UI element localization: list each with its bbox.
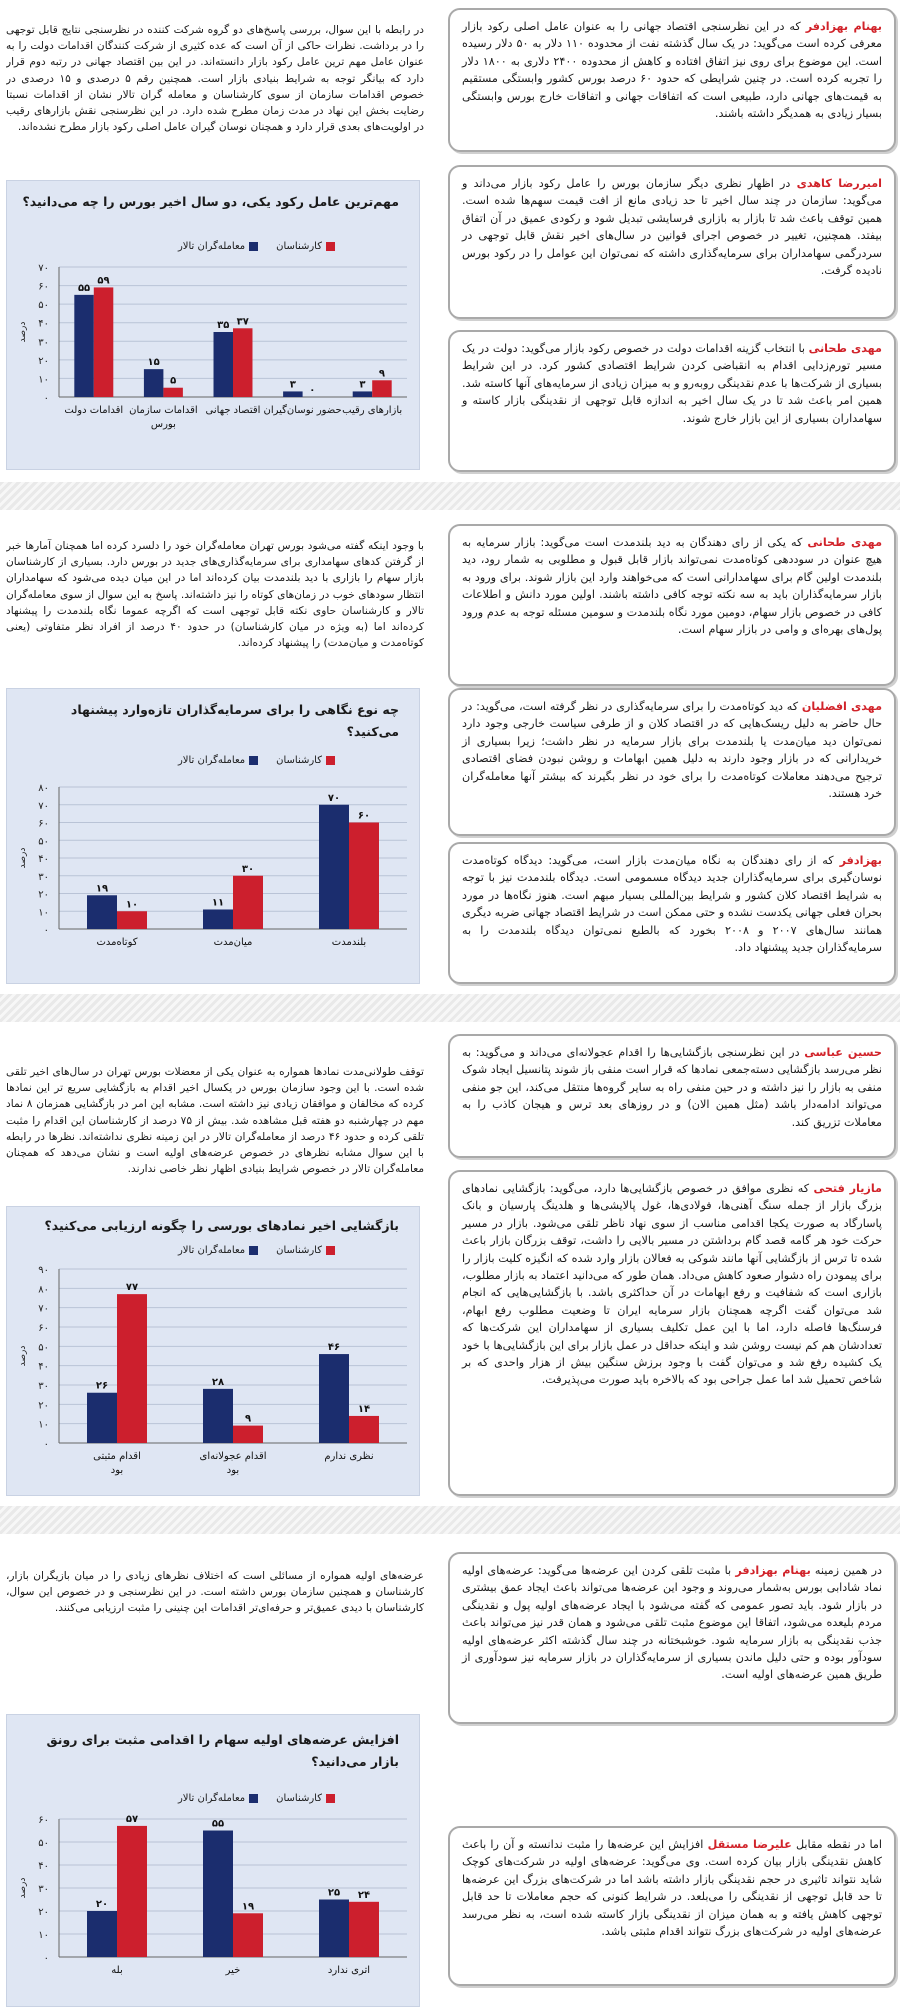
data-label: ۴۶: [327, 1342, 341, 1354]
quote-box-1: [448, 1552, 896, 1724]
data-label: ۲۵: [327, 1887, 341, 1899]
bar: [319, 1900, 349, 1958]
legend-label: کارشناسان: [276, 755, 322, 766]
quote-prefix: در همین زمینه: [810, 1564, 883, 1577]
y-tick-label: ۶۰: [38, 1323, 49, 1334]
chart-title: افزایش عرضه‌های اولیه سهام را اقدامی مثبت برای رونق بازار می‌دانید؟: [46, 1732, 399, 1769]
x-tick-label: نظری ندارم: [324, 1451, 374, 1462]
legend-label: معامله‌گران تالار: [177, 1245, 246, 1256]
y-tick-label: ۵۰: [38, 300, 49, 312]
data-label: ۱۹: [95, 883, 109, 895]
bar: [283, 391, 302, 397]
section-intro: با وجود اینکه گفته می‌شود بورس تهران معامله‌گران خود را دلسرد کرده اما همچنان آمارها خبر از گرفتن کدهای سهامداری برای سرمایه‌گذاری‌های جدید در بورس دارد. بسیاری از کارشناسان بازار سهام را بازاری با دید بلندمدت بیان کرده‌اند اما در این میان دیده می‌شود که سهامداران انتظار سودهای خوب در زمان‌های کوتاه را نیز داشته‌اند. پاسخ به این سوال از سوی معامله‌گران تالار و کارشناسان حاوی نکته قابل توجهی است که اگرچه عموما نگاه بلندمدت را پیشنهاد کرده‌اند اما (به ویژه در میان کارشناسان) در حدود ۴۰ درصد از افراد نظر متفاوتی (یعنی کوتاه‌مدت و میان‌مدت) را پیشنهاد کرده‌اند.: [6, 540, 424, 650]
bar: [353, 391, 372, 397]
bar: [117, 911, 147, 929]
y-tick-label: ۰: [43, 925, 49, 936]
y-tick-label: ۲۰: [38, 1907, 49, 1918]
data-label: ۹: [378, 368, 385, 380]
y-tick-label: ۵۰: [38, 836, 49, 848]
section-divider: [0, 482, 900, 510]
data-label: ۱۰: [125, 899, 139, 911]
legend-swatch: [326, 1246, 335, 1255]
bar: [372, 380, 391, 397]
bar: [233, 328, 252, 397]
x-tick-label: بود: [110, 1465, 124, 1476]
data-label: ۲۶: [95, 1380, 109, 1392]
quote-box-1: [448, 8, 896, 152]
y-tick-label: ۳۰: [38, 1884, 49, 1895]
data-label: ۲۴: [357, 1889, 371, 1901]
y-tick-label: ۳۰: [38, 1381, 49, 1392]
y-tick-label: ۱۰: [38, 907, 49, 919]
quote-box-2: [448, 165, 896, 319]
legend-item-traders: [178, 1245, 258, 1256]
data-label: ۵۵: [211, 1818, 225, 1830]
bar: [144, 369, 163, 397]
y-tick-label: ۲۰: [38, 1400, 49, 1412]
quote-text: افزایش این عرضه‌ها را مثبت ندانسته و آن را باعث کاهش نقدینگی بازار بیان کرده است. وی می‌گوید: عرضه‌های اولیه در شرکت‌های کوچک شاید نتواند تاثیری در حجم نقدینگی بازار داشته باشد اما در شرکت‌های بزرگ این عرضه‌ها تا حد قابل توجهی از نقدینگی را می‌بلعد. در شرایط کنونی که حجم معاملات تا حد قابل توجهی کاهش یافته و به همان میزان از نقدینگی بازار کاسته شده است، به نظر می‌رسد عرضه‌های اولیه در شرکت‌های بزرگ نتواند اقدام مثبتی باشد.: [462, 1838, 882, 1939]
data-label: ۱۴: [357, 1403, 371, 1415]
legend-item-experts: [276, 1245, 335, 1256]
bar: [233, 876, 263, 929]
quote-name: مهدی طحانی: [808, 342, 882, 355]
data-label: ۵۷: [125, 1813, 139, 1825]
y-tick-label: ۶۰: [38, 818, 49, 830]
section-1: [0, 0, 900, 480]
bar: [94, 287, 113, 397]
y-tick-label: ۲۰: [38, 355, 49, 367]
quote-text: که نظری موافق در خصوص بازگشایی‌ها دارد، می‌گوید: بازگشایی نمادهای بزرگ بازار از جمله سنگ آهنی‌ها، فولادی‌ها، غول پالایشی‌ها و هلدینگ پارسیان و بانک پاسارگاد به صورت یکجا اقدامی مناسب از سوی نهاد ناظر تلقی می‌شود. بازار در مسیر حرکت خود هر گامه قصد گام برداشتن در مسیر بالایی را داشت، توقف بزرگان بازار باعث شده تا ترس از بازگشایی آنها مانند شوکی به فعالان بازار وارد شده که انگیزه کلیت بازار را برای پیمودن راه دشوار صعود کاهش می‌داد. همان طور که می‌دانید اعتماد به بازار مطلوب، بازاری است که شفافیت و رفع ابهامات در آن حداکثری باشد. با بازگشایی‌هایی که انجام شد می‌توان گفت اگرچه همچنان بازار سرمایه ایران تا وضعیت مطلوب رفع ابهام، فرسنگ‌ها فاصله دارد، اما با این عمل تکلیف بسیاری از سهامداران این شرکت‌ها که تعدادشان هم کم نیست روشن شد و اینکه حداقل در عمل بازار برای این بازگشایی‌ها با خود یک کشیده رفع شد و می‌توان گفت با وجود برزش سنگین بیش از هزار واحدی که بر شاخص تحمیل شد اما عمل جراحی بود که بالاخره باید صورت می‌پذیرفت.: [462, 1182, 882, 1387]
section-2: [0, 512, 900, 992]
y-tick-label: ۰: [43, 393, 49, 404]
data-label: ۳: [359, 379, 366, 391]
y-tick-label: ۰: [43, 1953, 49, 1964]
y-tick-label: ۸۰: [38, 783, 49, 794]
y-tick-label: ۵۰: [38, 1838, 49, 1849]
legend-swatch: [249, 1794, 258, 1803]
quote-name: مهدی طحانی: [807, 536, 882, 549]
x-tick-label: اقتصاد جهانی: [205, 405, 261, 416]
x-tick-label: اقدامات سازمان: [129, 405, 198, 416]
y-tick-label: ۶۰: [38, 281, 49, 293]
data-label: ۳: [289, 379, 296, 391]
legend-item-traders: [178, 755, 258, 766]
y-tick-label: ۴۰: [38, 1361, 49, 1373]
bar: [203, 1389, 233, 1443]
y-tick-label: ۹۰: [38, 1265, 49, 1276]
data-label: ۷۰: [327, 792, 341, 804]
quote-name: حسین عباسی: [804, 1046, 882, 1059]
chart-plot: [7, 181, 421, 471]
legend-label: معامله‌گران تالار: [177, 755, 246, 766]
chart-panel: [6, 180, 420, 470]
legend-item-experts: [276, 1793, 335, 1804]
quote-text: با انتخاب گزینه اقدامات دولت در خصوص رکود بازار می‌گوید: دولت در یک مسیر تورم‌زدایی اقدام به انقباضی کردن شرایط اقتصادی کشور کرد. در این شرایط بسیاری از شرکت‌ها با عدم نقدینگی روبه‌رو و به میزان زیادی از سرمایه‌های آنها کاسته شد. همین امر باعث شد تا در یک سال اخیر به اندازه قابل توجهی از نقدینگی بازار کاسته و سهامداران بسیاری از این بازار خارج شوند.: [462, 342, 882, 425]
data-label: ۱۵: [147, 357, 160, 369]
data-label: ۲۰: [95, 1899, 109, 1910]
x-tick-label: بله: [111, 1965, 123, 1976]
data-label: ۶۰: [357, 810, 371, 822]
x-tick-label: اقدام مثبتی: [93, 1451, 141, 1462]
data-label: ۳۷: [236, 316, 249, 328]
x-tick-label: بازارهای رقیب: [342, 405, 403, 416]
data-label: ۱۹: [241, 1901, 255, 1913]
legend-swatch: [326, 1794, 335, 1803]
data-label: ۹: [244, 1413, 252, 1425]
quote-text: که دید کوتاه‌مدت را برای سرمایه‌گذاری در نظر گرفته است، می‌گوید: در حال حاضر به دلیل ریسک‌هایی که در اقتصاد کلان و از طرفی سیاست خارجی وجود دارد نمی‌توان دید میان‌مدت یا بلندمدت برای بازار سرمایه در نظر داشت؛ زیرا بسیاری از خریدارانی که در بازار وجود دارند به دلیل همین ابهامات و روشن نبودن فضای اقتصادی ترجیح می‌دهند معاملات کوتاه‌مدت را برای خود در نظر بگیرند که بیشتر آنها معامله‌گران خرد هستند.: [462, 700, 882, 801]
quote-prefix: اما در نقطه مقابل: [791, 1838, 882, 1851]
y-axis-label: درصد: [18, 1345, 28, 1367]
legend-swatch: [326, 242, 335, 251]
bar: [87, 1393, 117, 1443]
bar: [233, 1913, 263, 1957]
y-tick-label: ۰: [43, 1439, 49, 1450]
y-tick-label: ۳۰: [38, 337, 49, 349]
legend-swatch: [249, 1246, 258, 1255]
y-tick-label: ۵۰: [38, 1342, 49, 1354]
quote-name: بهنام بهزادفر: [805, 20, 882, 33]
legend-label: کارشناسان: [276, 241, 322, 252]
x-tick-label: بلندمدت: [331, 937, 367, 948]
data-label: ۳۵: [217, 320, 230, 331]
y-tick-label: ۶۰: [38, 1815, 49, 1826]
section-4: [0, 1536, 900, 2015]
chart-panel: [6, 1714, 420, 2007]
data-label: ۷۷: [125, 1282, 139, 1294]
y-axis-label: درصد: [18, 321, 28, 343]
y-tick-label: ۳۰: [38, 871, 49, 883]
y-tick-label: ۱۰: [38, 1419, 49, 1431]
x-tick-label: بود: [226, 1465, 240, 1476]
quote-name: بهنام بهزادفر: [735, 1564, 811, 1577]
chart-legend: [178, 1793, 335, 1804]
y-tick-label: ۲۰: [38, 889, 49, 901]
x-tick-label: بورس: [150, 419, 176, 430]
legend-label: کارشناسان: [276, 1245, 322, 1256]
data-label: ۵: [170, 375, 177, 387]
y-tick-label: ۷۰: [38, 1303, 49, 1315]
quote-text: در اظهار نظری دیگر سازمان بورس را عامل رکود بازار می‌داند و می‌گوید: سازمان در چند سال اخیر تا حد زیادی مانع از افت قیمت سهم‌ها شده است. همین توقف باعث شد تا بازار به بازاری فرسایشی تبدیل شود و رکودی عمیق در آن اتفاق بیفتد. همچنین، تغییر در خصوص اجرای قوانین در سال‌های اخیر نقش قابل توجهی در سردرگمی سهامداران برای سرمایه‌گذاری داشته که نمی‌توان این عوامل را در رکود بورس نادیده گرفت.: [462, 177, 882, 278]
quote-name: امیررضا کاهدی: [796, 177, 882, 190]
section-intro: در رابطه با این سوال، بررسی پاسخ‌های دو گروه شرکت کننده در نظرسنجی نتایج قابل توجهی را در برداشت. نظرات حاکی از آن است که عده کثیری از شرکت کنندگان اقدامات دولت را به عنوان عامل مهم ترین عامل رکود بازار دانسته‌اند. در این بین اقتصاد جهانی در رتبه دوم قرار دارد که بیانگر توجه به شرایط بنیادی بازار است. همچنین رقم ۵ درصدی و ۱۵ درصدی در خصوص اقدامات سازمان از سوی کارشناسان و معامله گران تالار نشان از اقدامات نسبتا رضایت بخش این نهاد در مدت زمان مطرح شده دارد. در این نظرسنجی نقش بازارهای رقیب در اولویت‌های بعدی قرار دارد و همچنان نوسان گیران عامل اصلی رکود بازار مطرح نشده‌اند.: [6, 24, 424, 134]
bar: [319, 1354, 349, 1443]
legend-item-traders: [178, 241, 258, 252]
chart-title: مهم‌ترین عامل رکود یکی، دو سال اخیر بورس را چه می‌دانید؟: [22, 194, 399, 209]
x-tick-label: اقدامات دولت: [64, 405, 124, 416]
quote-box-3: [448, 842, 896, 984]
quote-name: بهزادفر: [839, 854, 882, 867]
x-tick-label: میان‌مدت: [213, 937, 253, 948]
quote-box-2: [448, 1826, 896, 1986]
y-tick-label: ۴۰: [38, 1861, 49, 1872]
bar: [203, 909, 233, 929]
quote-box-1: [448, 1034, 896, 1158]
data-label: ۳۰: [241, 863, 255, 875]
bar: [117, 1294, 147, 1443]
legend-item-traders: [178, 1793, 258, 1804]
bar: [349, 1902, 379, 1957]
y-tick-label: ۱۰: [38, 1930, 49, 1941]
y-tick-label: ۷۰: [38, 263, 49, 274]
bar: [233, 1426, 263, 1443]
x-tick-label: کوتاه‌مدت: [96, 937, 138, 948]
chart-title: بازگشایی اخیر نمادهای بورسی را چگونه ارزیابی می‌کنید؟: [44, 1218, 399, 1233]
chart-panel: [6, 1206, 420, 1496]
legend-swatch: [326, 756, 335, 765]
quote-text: در این نظرسنجی بازگشایی‌ها را اقدام عجولانه‌ای می‌داند و می‌گوید: به نظر می‌رسد بازگشایی دسته‌جمعی نمادها که قرار است منفی باز شوند پتانسیل ایجاد شوک منفی به بازار را نیز داشته و در حین منفی راه به سایر گروه‌ها منتقل می‌کند، این جو منفی می‌تواند ادامه‌دار باشد (مثل همین الان) و در روزهای بعد ترس و هیجان کاذب را به معاملات تزریق کند.: [462, 1046, 882, 1129]
bar: [349, 823, 379, 930]
y-tick-label: ۷۰: [38, 800, 49, 812]
legend-label: کارشناسان: [276, 1793, 322, 1804]
y-axis-label: درصد: [18, 1877, 28, 1899]
data-label: ۵۵: [77, 282, 91, 294]
data-label: ۵۹: [97, 275, 110, 287]
bar: [74, 295, 93, 397]
x-tick-label: اقدام عجولانه‌ای: [199, 1451, 267, 1462]
bar: [319, 805, 349, 929]
bar: [214, 332, 233, 397]
quote-name: علیرضا مستقل: [707, 1838, 792, 1851]
x-tick-label: خیر: [225, 1965, 241, 1976]
legend-label: معامله‌گران تالار: [177, 1793, 246, 1804]
data-label: ۲۸: [211, 1376, 225, 1388]
chart-panel: [6, 688, 420, 984]
section-intro: عرضه‌های اولیه همواره از مسائلی است که اختلاف نظرهای زیادی را در میان بازیگران بازار، کارشناسان و همچنین سازمان بورس داشته است. در این نظرسنجی و در خصوص این سوال، کارشناسان با دیدی عمیق‌تر و حرفه‌ای‌تر اقدامات این چنینی را مثبت ارزیابی می‌کنند.: [6, 1570, 424, 1615]
legend-swatch: [249, 242, 258, 251]
x-tick-label: اتری ندارد: [327, 1965, 371, 1976]
y-tick-label: ۴۰: [38, 318, 49, 330]
quote-box-2: [448, 688, 896, 836]
bar: [163, 388, 182, 397]
bar: [349, 1416, 379, 1443]
chart-legend: [178, 755, 335, 766]
legend-item-experts: [276, 755, 335, 766]
bar: [203, 1831, 233, 1958]
bar: [87, 895, 117, 929]
quote-box-2: [448, 1170, 896, 1496]
legend-swatch: [249, 756, 258, 765]
quote-name: مهدی افضلیان: [801, 700, 882, 713]
y-tick-label: ۴۰: [38, 854, 49, 865]
chart-title: چه نوع نگاهی را برای سرمایه‌گذاران تازه‌وارد پیشنهاد می‌کنید؟: [70, 702, 399, 739]
data-label: ۱۱: [211, 897, 225, 909]
quote-text: که در این نظرسنجی اقتصاد جهانی را به عنوان عامل اصلی رکود بازار معرفی کرده است می‌گوید: در یک سال گذشته نفت از محدوده ۱۱۰ دلار به ۵۰ دلار رسیده است. این موضوع برای روی نیز اتفاق افتاده و کاهش از محدوده ۲۴۰۰ دلاری به ۱۸۰۰ دلار را تجربه کرده است. در چنین شرایطی که حدود ۶۰ درصد بورس کشور وابستگی مستقیم به قیمت‌های جهانی دارد، طبیعی است که اتفاقات جهانی و اتفاقات خارج بورس وابستگی بسیار زیادی به همدیگر داشته باشند.: [462, 20, 883, 121]
section-divider: [0, 1506, 900, 1534]
quote-box-3: [448, 330, 896, 472]
quote-box-1: [448, 524, 896, 686]
chart-legend: [178, 241, 335, 252]
bar: [87, 1911, 117, 1957]
chart-legend: [178, 1245, 335, 1256]
y-tick-label: ۱۰: [38, 374, 49, 386]
data-label: ۰: [309, 385, 316, 396]
quote-text: که یکی از رای دهندگان به دید بلندمدت است می‌گوید: بازار سرمایه به هیچ عنوان در سوددهی کوتاه‌مدت نمی‌تواند بازار قابل قبول و مطلوبی به شمار رود، دید بلندمدت اولین گام برای سهامدارانی است که می‌خواهند وارد این بازار شوند. برای ورود به بازار سرمایه‌گذاران باید به سه نکته توجه کافی داشته باشند. اولین مورد دانش و اطلاعات کافی در خصوص بازار سهام، دومین مورد نگاه بلندمدت و سومین مسئله توجه به عدم ورود پول‌های بهره‌ای و وامی در بازار سهام است.: [462, 536, 882, 637]
bar: [117, 1826, 147, 1957]
legend-label: معامله‌گران تالار: [177, 241, 246, 252]
section-3: [0, 1024, 900, 1504]
section-divider: [0, 994, 900, 1022]
section-intro: توقف طولانی‌مدت نمادها همواره به عنوان یکی از معضلات بورس تهران در سال‌های اخیر تلقی شده است. با این وجود سازمان بورس در یکسال اخیر اقدام به بازگشایی سریع تر این نمادها کرده که مخالفان و موافقان زیادی نیز داشته است. مشابه این امر در بازگشایی همزمان ۸ نماد مهم در چهارشنبه دو هفته قبل مشاهده شد. بیش از ۷۵ درصد از کارشناسان این اقدام را مثبت تلقی کرده و حدود ۴۶ درصد از معامله‌گران تالار در این زمینه نظری نداشته‌اند. نظرها در رابطه با این سوال مشابه نظرهای در خصوص عرضه‌های اولیه است و نشان می‌دهد که همچنان معامله‌گران تالار در خصوص شرایط بنیادی اظهار نظر خاصی ندارند.: [6, 1066, 424, 1176]
legend-item-experts: [276, 241, 335, 252]
quote-text: که از رای دهندگان به نگاه میان‌مدت بازار است، می‌گوید: دیدگاه کوتاه‌مدت نوسان‌گیری برای سرمایه‌گذاران جدید دیدگاه مسمومی است. دیدگاه بلندمدت نیز با توجه به شرایط اقتصاد کلان کشور و شرایط بین‌المللی بسیار مبهم است. هنوز نگاه‌ها در مورد بحران فعلی جهانی یکدست نشده و حتی ممکن است در شرایط اقتصاد جهانی ضربه دیگری همانند سال‌های ۲۰۰۷ و ۲۰۰۸ بخورد که بالطبع نمی‌توان دیدگاه بلندمدت را به سرمایه‌گذاران جدید پیشنهاد داد.: [462, 854, 883, 955]
quote-name: مازیار فتحی: [813, 1182, 882, 1195]
y-axis-label: درصد: [18, 847, 28, 869]
y-tick-label: ۸۰: [38, 1284, 49, 1296]
x-tick-label: حضور نوسان‌گیران: [263, 405, 342, 416]
quote-text: با مثبت تلقی کردن این عرضه‌ها می‌گوید: عرضه‌های اولیه نماد شادابی بورس به‌شمار می‌روند و وجود این عرضه‌ها می‌تواند باعث ایجاد عمق بیشتری در بازار شود. باید تصور عمومی که گفته می‌شود با ایجاد عرضه‌های اولیه پول و نقدینگی مردم بلیعده می‌شود، اتفاقا این موضوع مثبت تلقی می‌شود و همان قدر نیز می‌تواند باعث جذب نقدینگی به بازار سرمایه شود. خوشبختانه در چند سال گذشته اکثر عرضه‌های اولیه سودآور بوده و حتی دلیل ماندن بسیاری از سرمایه‌گذاران در بازار سرمایه نیز سودآوری از طریق همین عرضه‌های اولیه است.: [462, 1564, 882, 1682]
